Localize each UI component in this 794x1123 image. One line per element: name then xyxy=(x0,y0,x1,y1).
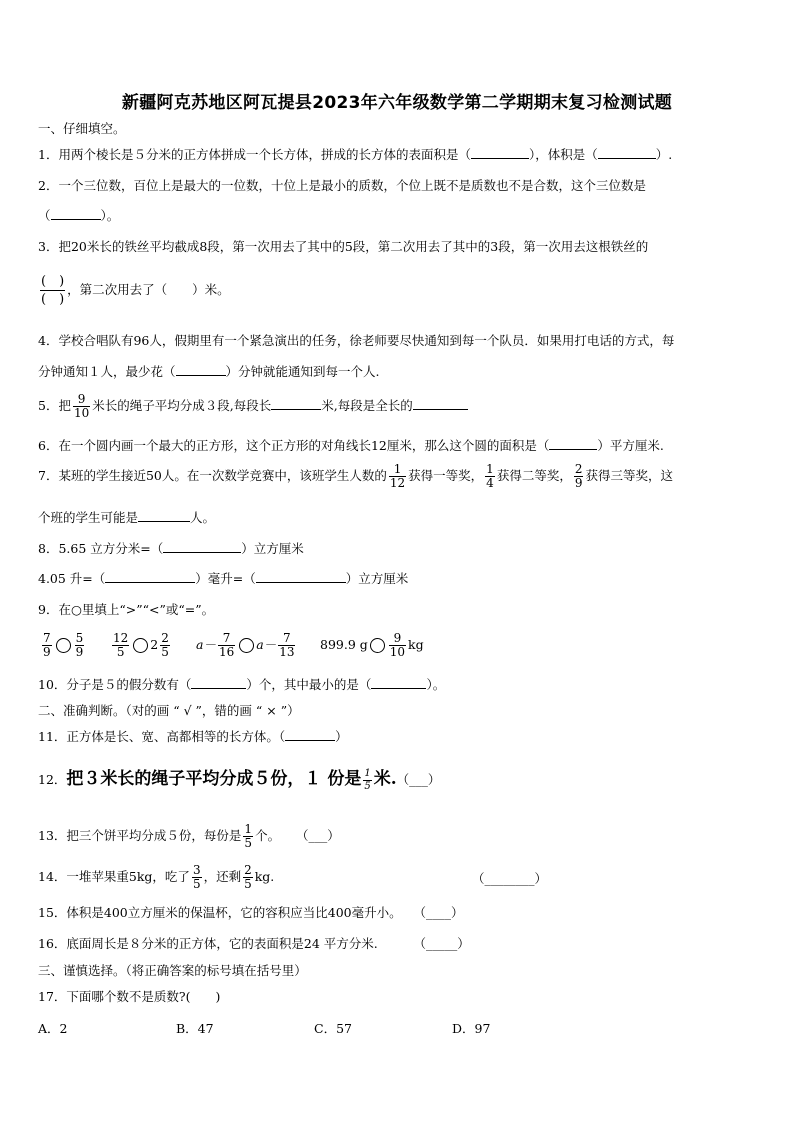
choice-a[interactable]: A．2 xyxy=(38,1021,68,1036)
answer-blank[interactable] xyxy=(176,375,226,376)
question-9-expr-4: 899.9 g $\frac{9}{10}$ kg xyxy=(320,631,424,659)
choice-b[interactable]: B．47 xyxy=(176,1021,214,1036)
fraction-numerator[interactable]: ( ) xyxy=(41,274,65,289)
question-3-line-2: $\frac{( )}{( )}$ ，第二次用去了（ ）米。 xyxy=(41,274,230,307)
answer-blank[interactable] xyxy=(51,219,101,220)
question-5: 5．把 $\frac{9}{10}$ 米长的绳子平均分成３段,每段长 米,每段是全长的 xyxy=(38,393,468,420)
section-2-heading: 二、准确判断。（对的画 “ √ ”，错的画 “ × ”） xyxy=(38,703,300,718)
question-8-line-1: 8．5.65 立方分米=（ ）立方厘米 xyxy=(38,541,304,556)
answer-blank[interactable] xyxy=(598,158,656,159)
answer-blank[interactable] xyxy=(138,521,190,522)
question-9-expr-3: a－ $\frac{7}{16}$ a－ $\frac{7}{13}$ xyxy=(196,631,295,659)
question-9-expr-1: $\frac{7}{9}$ $\frac{5}{9}$ xyxy=(43,631,84,659)
question-2-line-2: （ ）。 xyxy=(38,208,120,223)
question-6: 6．在一个圆内画一个最大的正方形，这个正方形的对角线长12厘米，那么这个圆的面积是（ ）平方厘米. xyxy=(38,438,664,453)
choice-d[interactable]: D．97 xyxy=(452,1021,491,1036)
compare-circle[interactable] xyxy=(370,638,385,653)
answer-blank[interactable] xyxy=(191,688,246,689)
question-4-line-1: 4．学校合唱队有96人，假期里有一个紧急演出的任务，徐老师要尽快通知到每一个队员．如果用打电话的方式，每 xyxy=(38,333,675,348)
question-1: 1．用两个棱长是５分米的正方体拼成一个长方体，拼成的长方体的表面积是（ ），体积是（ ）. xyxy=(38,147,673,162)
compare-circle[interactable] xyxy=(56,638,71,653)
answer-blank[interactable] xyxy=(413,409,468,410)
question-16: 16．底面周长是８分米的正方体，它的表面积是24 平方分米. （_____） xyxy=(38,936,470,951)
question-14: 14．一堆苹果重5kg，吃了 $\frac{3}{5}$ ，还剩 $\frac{2}{5}$ kg. xyxy=(38,863,275,891)
answer-blank[interactable] xyxy=(549,449,597,450)
question-13: 13．把三个饼平均分成５份，每份是 $\frac{1}{5}$ 个。 （___） xyxy=(38,822,340,850)
answer-blank[interactable] xyxy=(256,582,346,583)
answer-paren[interactable]: （___） xyxy=(295,828,340,843)
answer-blank[interactable] xyxy=(105,582,195,583)
question-8-line-2: 4.05 升=（ ）毫升=（ ）立方厘米 xyxy=(38,571,409,586)
question-12: 12．把３米长的绳子平均分成５份，１ 份是 $\frac{1}{5}$ 米.（___） xyxy=(38,768,441,792)
answer-paren[interactable]: （____） xyxy=(413,905,464,920)
answer-blank[interactable] xyxy=(271,409,321,410)
section-3-heading: 三、谨慎选择。（将正确答案的标号填在括号里） xyxy=(38,963,307,978)
question-10: 10．分子是５的假分数有（ ）个，其中最小的是（ ）。 xyxy=(38,677,446,692)
question-9: 9．在○里填上“>”“<”或“=”。 xyxy=(38,602,215,617)
answer-paren[interactable]: （_____） xyxy=(413,936,470,951)
choice-c[interactable]: C．57 xyxy=(314,1021,352,1036)
question-15: 15．体积是400立方厘米的保温杯，它的容积应当比400毫升小。 （____） xyxy=(38,905,464,920)
section-1-heading: 一、仔细填空。 xyxy=(38,121,126,136)
question-14-answer[interactable]: （________） xyxy=(472,871,548,886)
question-9-expr-2: $\frac{12}{5}$ 2 $\frac{2}{5}$ xyxy=(113,631,169,659)
answer-paren[interactable]: （___） xyxy=(396,772,441,787)
question-2-line-1: 2．一个三位数，百位上是最大的一位数，十位上是最小的质数，个位上既不是质数也不是合数，这个三位数是 xyxy=(38,178,646,193)
question-7-line-1: 7．某班的学生接近50人。在一次数学竞赛中，该班学生人数的 $\frac{1}{12}$ 获得一等奖， $\frac{1}{4}$ 获得二等奖， $\frac{2}{9}$ 获得三等奖，这 xyxy=(38,462,673,490)
answer-blank[interactable] xyxy=(285,740,335,741)
compare-circle[interactable] xyxy=(239,638,254,653)
question-4-line-2: 分钟通知１人，最少花（ ）分钟就能通知到每一个人. xyxy=(38,364,380,379)
question-17: 17．下面哪个数不是质数?( ) xyxy=(38,989,221,1004)
fraction-denominator[interactable]: ( ) xyxy=(41,292,65,307)
answer-blank[interactable] xyxy=(163,552,241,553)
answer-blank[interactable] xyxy=(371,688,426,689)
compare-circle[interactable] xyxy=(133,638,148,653)
answer-blank[interactable] xyxy=(471,158,529,159)
question-3-line-1: 3．把20米长的铁丝平均截成8段，第一次用去了其中的5段，第二次用去了其中的3段，第一次用去这根铁丝的 xyxy=(38,239,649,254)
question-7-line-2: 个班的学生可能是 人。 xyxy=(38,510,216,525)
question-11: 11．正方体是长、宽、高都相等的长方体。（ ） xyxy=(38,729,348,744)
page-title: 新疆阿克苏地区阿瓦提县2023年六年级数学第二学期期末复习检测试题 xyxy=(121,93,673,113)
